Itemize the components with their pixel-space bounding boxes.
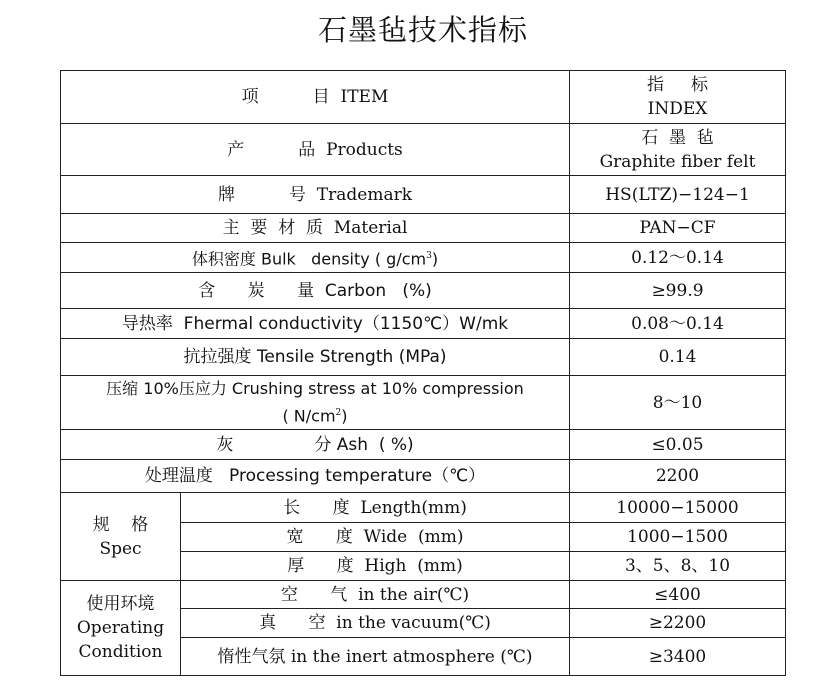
spec-group-label [61, 493, 181, 581]
row-label: 主 要 材 质 Material [61, 214, 570, 243]
row-value: PAN−CF [570, 214, 786, 243]
row-label: 长 度 Length(mm) [181, 493, 570, 523]
operating-group-label [61, 581, 181, 676]
label-tail: ) [341, 406, 348, 426]
row-value: ≥3400 [570, 638, 786, 676]
row-value: 1000−1500 [570, 523, 786, 552]
row-value: 0.14 [570, 339, 786, 376]
row-value: 8～10 [570, 376, 786, 430]
row-value: ≥2200 [570, 609, 786, 638]
table-row [61, 339, 786, 376]
row-label: 厚 度 High (mm) [181, 552, 570, 581]
operating-label-en-1: Operating [76, 618, 165, 638]
row-value: 3、5、8、10 [570, 552, 786, 581]
table-header-row [61, 71, 786, 124]
table-row [61, 273, 786, 309]
row-label: 含 炭 量 Carbon (%) [61, 273, 570, 309]
superscript: 3 [426, 250, 432, 261]
header-item: 项 目 ITEM [61, 71, 570, 124]
table-row [61, 376, 786, 430]
table-row [61, 243, 786, 273]
row-label: 宽 度 Wide (mm) [181, 523, 570, 552]
superscript: 2 [335, 407, 342, 418]
page-title: 石墨毡技术指标 [317, 13, 528, 47]
value-en: Graphite fiber felt [599, 151, 756, 172]
table-row [61, 176, 786, 214]
row-value: ≤400 [570, 581, 786, 609]
row-label: 处理温度 Processing temperature（℃） [61, 460, 570, 493]
label-tail: ) [431, 249, 439, 269]
row-value: ≥99.9 [570, 273, 786, 309]
row-value: 2200 [570, 460, 786, 493]
row-label [61, 243, 570, 273]
row-label: 真 空 in the vacuum(℃) [181, 609, 570, 638]
header-index-en: INDEX [647, 99, 708, 119]
spec-label-cn: 规 格 [92, 514, 149, 535]
label-line-1: 压缩 10%压应力 Crushing stress at 10% compression [106, 378, 524, 398]
table-row [61, 460, 786, 493]
table-row [61, 430, 786, 460]
label-text: 体积密度 Bulk density ( g/cm [191, 249, 427, 269]
table-row [61, 214, 786, 243]
row-label: 产 品 Products [61, 124, 570, 176]
row-value: ≤0.05 [570, 430, 786, 460]
header-index [570, 71, 786, 124]
row-value [570, 124, 786, 176]
row-value: 0.12～0.14 [570, 243, 786, 273]
row-value: HS(LTZ)−124−1 [570, 176, 786, 214]
row-label: 灰 分 Ash ( %) [61, 430, 570, 460]
label-text: ( N/cm [282, 406, 336, 426]
table-row [61, 124, 786, 176]
spec-table [60, 70, 786, 676]
header-index-cn: 指 标 [646, 75, 709, 95]
operating-label-en-2: Condition [78, 642, 163, 662]
spec-label-en: Spec [99, 538, 142, 559]
table-row [61, 581, 786, 609]
operating-label-cn: 使用环境 [86, 594, 155, 614]
row-value: 0.08～0.14 [570, 309, 786, 339]
row-label: 惰性气氛 in the inert atmosphere (℃) [181, 638, 570, 676]
row-label: 牌 号 Trademark [61, 176, 570, 214]
value-cn: 石 墨 毡 [641, 127, 714, 148]
row-value: 10000−15000 [570, 493, 786, 523]
row-label: 空 气 in the air(℃) [181, 581, 570, 609]
row-label: 抗拉强度 Tensile Strength (MPa) [61, 339, 570, 376]
row-label [61, 376, 570, 430]
table-row [61, 309, 786, 339]
label-line-2 [65, 401, 565, 429]
table-row [61, 493, 786, 523]
row-label: 导热率 Fhermal conductivity（1150℃）W/mk [61, 309, 570, 339]
